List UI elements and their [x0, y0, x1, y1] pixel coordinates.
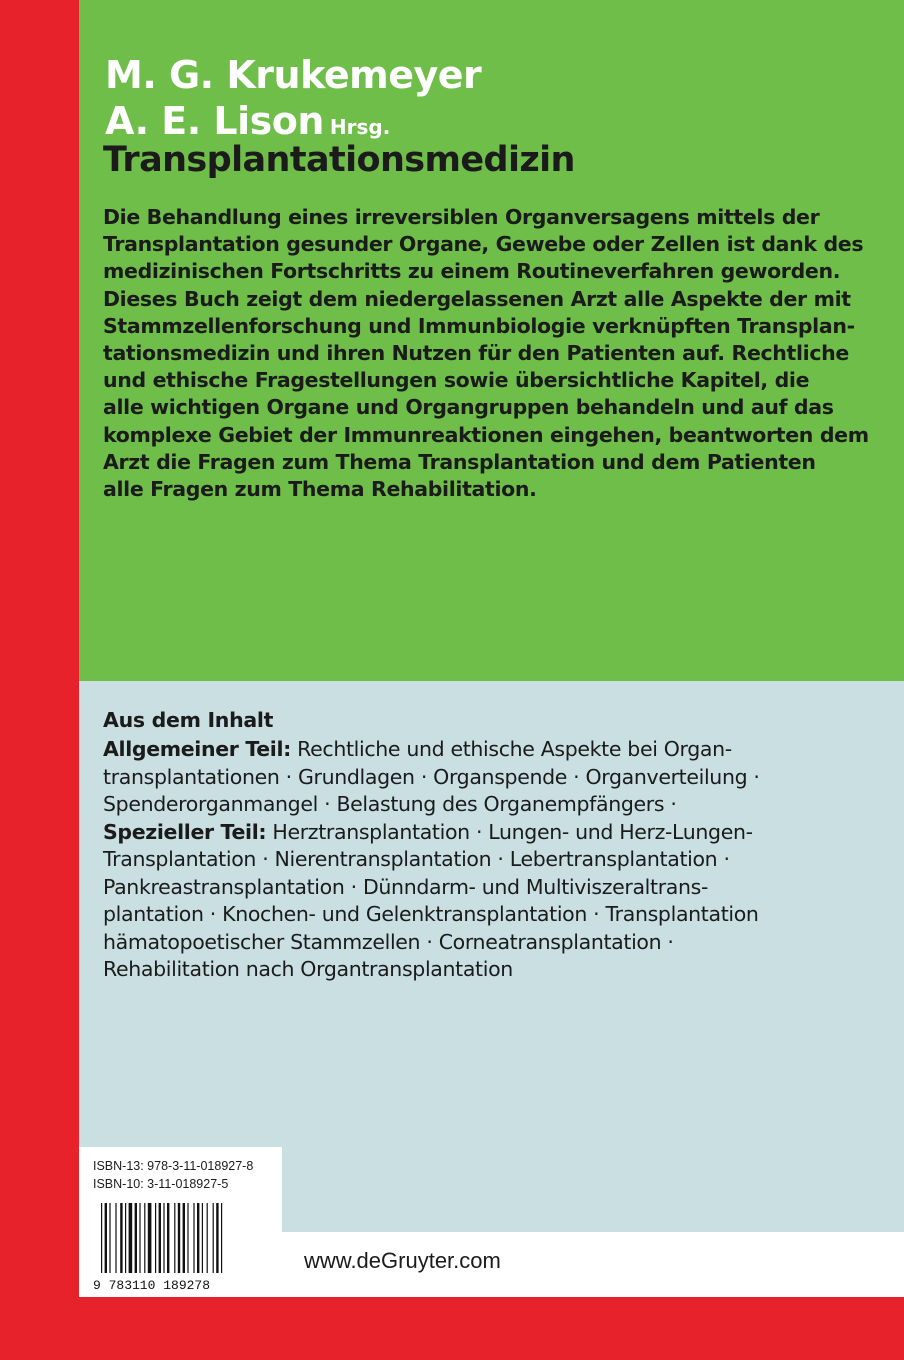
special-part-label: Spezieller Teil: [103, 819, 267, 844]
barcode-bar [105, 1203, 107, 1273]
contents-line: hämatopoetischer Stammzellen · Corneatransplantation · [103, 929, 674, 954]
contents-line [103, 819, 760, 847]
publisher-box [282, 1232, 904, 1297]
barcode-bar [216, 1203, 218, 1273]
contents-list [103, 736, 760, 984]
description-line: komplexe Gebiet der Immunreaktionen eingehen, beantworten dem [103, 422, 869, 447]
description-line: Die Behandlung eines irreversiblen Organversagens mittels der [103, 205, 820, 229]
barcode-bar [155, 1203, 156, 1273]
contents-line [103, 736, 760, 764]
publisher-website[interactable]: www.deGruyter.com [304, 1248, 501, 1273]
barcode-bar [167, 1203, 169, 1273]
barcode-bar [221, 1203, 222, 1273]
barcode-bar [115, 1203, 116, 1273]
barcode-bar [120, 1203, 122, 1273]
author-1: M. G. Krukemeyer [105, 53, 482, 97]
description-line: Stammzellenforschung und Immunbiologie verknüpften Transplan- [103, 313, 855, 338]
barcode-bar [174, 1203, 175, 1273]
barcode-bar [139, 1203, 140, 1273]
barcode-bar [178, 1203, 180, 1273]
description-line: und ethische Fragestellungen sowie übersichtliche Kapitel, die [103, 368, 810, 393]
book-description [103, 204, 904, 503]
description-line: alle wichtigen Organe und Organgruppen behandeln und auf das [103, 395, 834, 420]
isbn-13: ISBN-13: 978-3-11-018927-8 [93, 1159, 254, 1173]
general-part-label: Allgemeiner Teil: [103, 737, 291, 761]
description-line: Arzt die Fragen zum Thema Transplantation und dem Patienten [103, 449, 816, 474]
barcode-bar [207, 1203, 208, 1273]
isbn-box [79, 1147, 282, 1297]
barcode-bar [163, 1203, 164, 1273]
description-line: alle Fragen zum Thema Rehabilitation. [103, 477, 537, 502]
barcode [93, 1203, 271, 1293]
contents-line: plantation · Knochen- und Gelenktransplantation · Transplantation [103, 902, 759, 926]
barcode-bar [197, 1203, 199, 1273]
author-2-name: A. E. Lison [105, 99, 324, 143]
contents-line: Transplantation · Nierentransplantation · Lebertransplantation · [103, 847, 730, 871]
barcode-digits: 9 783110 189278 [93, 1278, 211, 1293]
description-line: Transplantation gesunder Organe, Gewebe oder Zellen ist dank des [103, 232, 864, 257]
contents-heading: Aus dem Inhalt [103, 708, 274, 732]
barcode-bar [125, 1203, 126, 1273]
barcode-bar [213, 1203, 214, 1273]
description-line: tationsmedizin und ihren Nutzen für den Patienten auf. Rechtliche [103, 341, 849, 366]
barcode-bar [129, 1203, 133, 1273]
description-line: medizinischen Fortschritts zu einem Routineverfahren geworden. [103, 259, 841, 284]
barcode-bar [202, 1203, 203, 1273]
barcode-bar [144, 1203, 145, 1273]
isbn-10: ISBN-10: 3-11-018927-5 [93, 1177, 229, 1191]
barcode-bar [193, 1203, 194, 1273]
contents-text: Herztransplantation · Lungen- und Herz-Lungen- [266, 819, 753, 844]
barcode-bar [148, 1203, 152, 1273]
barcode-bar [183, 1203, 185, 1273]
contents-line: Rehabilitation nach Organtransplantation [103, 957, 513, 981]
contents-line: Pankreastransplantation · Dünndarm- und Multiviszeraltrans- [103, 874, 709, 899]
book-title: Transplantationsmedizin [103, 140, 575, 180]
barcode-bar [109, 1203, 110, 1273]
author-block [105, 52, 481, 150]
contents-line: Spenderorganmangel · Belastung des Organempfängers · [103, 792, 677, 816]
barcode-bar [135, 1203, 137, 1273]
barcode-bar [159, 1203, 161, 1273]
contents-text: Rechtliche und ethische Aspekte bei Organ- [291, 737, 732, 761]
description-line: Dieses Buch zeigt dem niedergelassenen Arzt alle Aspekte der mit [103, 286, 851, 311]
editor-suffix: Hrsg. [329, 115, 391, 139]
contents-line: transplantationen · Grundlagen · Organspende · Organverteilung · [103, 764, 760, 789]
barcode-bar [187, 1203, 188, 1273]
barcode-bar [101, 1203, 102, 1273]
